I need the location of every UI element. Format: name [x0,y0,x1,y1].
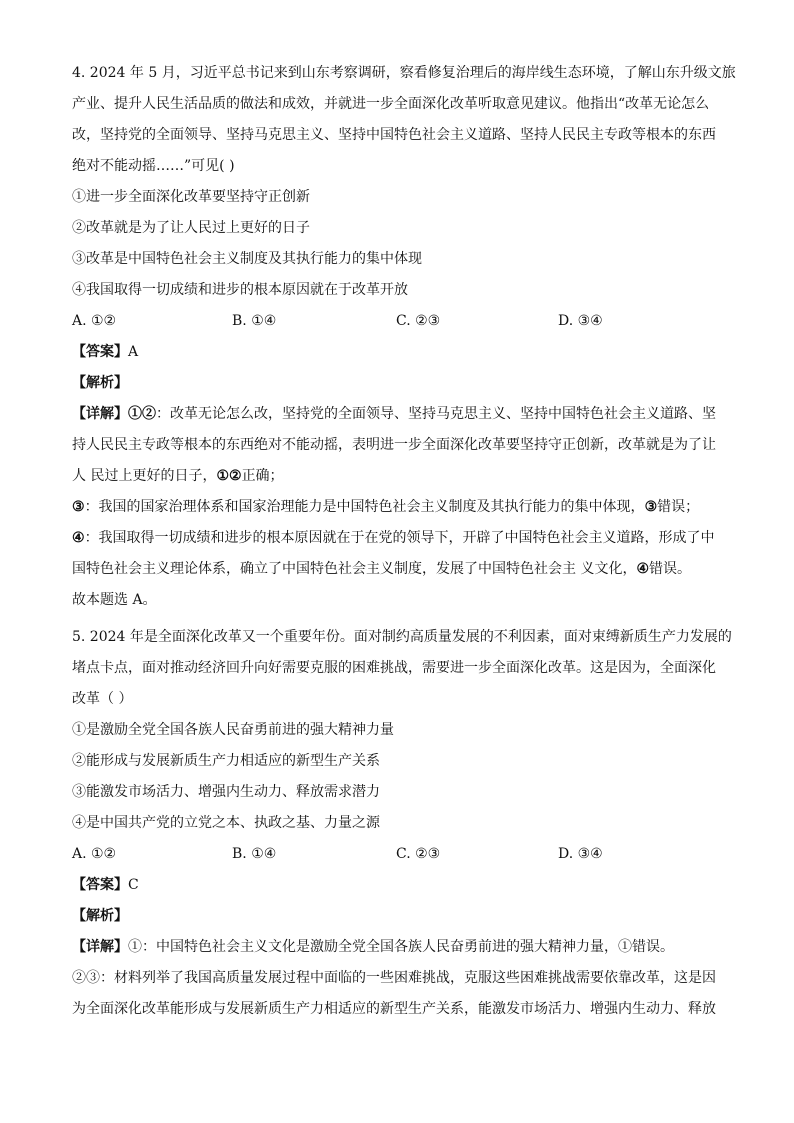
question-5-stem-line: 5. 2024 年是全面深化改革又一个重要年份。面对制约高质量发展的不利因素，面对束缚新质生产力发展的 [72,629,732,645]
detail-text: ：改革无论怎么改，坚持党的全面领导、坚持马克思主义、坚持中国特色社会主义道路、坚 [156,406,716,422]
question-5-stem-line: 堵点卡点，面对推动经济回升向好需要克服的困难挑战，需要进一步全面深化改革。这是因为，全面深化 [72,660,716,676]
detail-marker: ④ [636,561,650,577]
option-a: A. ①② [72,846,117,862]
statement-3: ③能激发市场活力、增强内生动力、释放需求潜力 [72,784,380,800]
option-b: B. ①④ [232,846,277,862]
detail-marker: ③ [72,499,85,515]
detail-marker: ①② [216,468,242,484]
statement-1: ①进一步全面深化改革要坚持守正创新 [72,189,310,205]
detail-text: ：我国取得一切成绩和进步的根本原因就在于在党的领导下，开辟了中国特色社会主义道路，形成了中 [84,530,715,546]
question-5-stem-line: 改革（ ） [72,691,133,707]
statement-3: ③改革是中国特色社会主义制度及其执行能力的集中体现 [72,251,422,267]
answer-line [72,870,732,901]
question-4 [72,58,736,616]
detail-line [72,492,732,523]
option-d: D. ③④ [558,846,603,862]
detail-line [72,554,732,585]
detail-text: 错误。 [649,561,692,577]
detail-line: 为全面深化改革能形成与发展新质生产力相适应的新型生产关系，能激发市场活力、增强内生动力、释放 [72,1001,716,1017]
detail-marker: ③ [644,499,658,515]
option-c: C. ②③ [396,846,441,862]
detail-text: 人 民过上更好的日子， [72,468,217,484]
detail-text: ①：中国特色社会主义文化是激励全党全国各族人民奋勇前进的强大精神力量，①错误。 [128,939,674,955]
statement-4: ④是中国共产党的立党之本、执政之基、力量之源 [72,815,380,831]
answer-label: 【答案】 [72,877,128,893]
question-4-stem-line: 绝对不能动摇……”可见( ) [72,158,235,174]
analysis-label: 【解析】 [72,908,128,924]
detail-line [72,932,732,963]
detail-line [72,399,732,430]
answer-line [72,337,732,368]
statement-1: ①是激励全党全国各族人民奋勇前进的强大精神力量 [72,722,394,738]
answer-options [72,306,732,337]
statement-2: ②能形成与发展新质生产力相适应的新型生产关系 [72,753,380,769]
statement-2: ②改革就是为了让人民过上更好的日子 [72,220,310,236]
detail-marker: ①② [128,406,156,422]
detail-label: 【详解】 [72,939,128,955]
answer-label: 【答案】 [72,344,128,360]
detail-text: ：我国的国家治理体系和国家治理能力是中国特色社会主义制度及其执行能力的集中体现， [84,499,645,515]
detail-line: 持人民民主专政等根本的东西绝对不能动摇，表明进一步全面深化改革要坚持守正创新，改革就是为了让 [72,437,716,453]
detail-text: 正确； [241,468,284,484]
detail-line [72,523,732,554]
detail-line [72,461,732,492]
detail-text: 国特色社会主义理论体系，确立了中国特色社会主义制度，发展了中国特色社会主 义文化， [72,561,637,577]
detail-label: 【详解】 [72,406,128,422]
answer-value: C [128,877,139,893]
question-4-stem-line: 改，坚持党的全面领导、坚持马克思主义、坚持中国特色社会主义道路、坚持人民民主专政等根本的东西 [72,127,716,143]
detail-line: ②③：材料列举了我国高质量发展过程中面临的一些困难挑战，克服这些困难挑战需要依靠改革，这是因 [72,970,716,986]
answer-options [72,839,732,870]
statement-4: ④我国取得一切成绩和进步的根本原因就在于改革开放 [72,282,408,298]
question-5 [72,622,732,1025]
analysis-label: 【解析】 [72,375,128,391]
answer-value: A [128,344,139,360]
question-4-stem-line: 产业、提升人民生活品质的做法和成效，并就进一步全面深化改革听取意见建议。他指出“改革无论怎么 [72,96,710,112]
option-a: A. ①② [72,313,117,329]
conclusion: 故本题选 A。 [72,592,157,608]
detail-marker: ④ [72,530,85,546]
option-d: D. ③④ [558,313,603,329]
option-b: B. ①④ [232,313,277,329]
question-4-stem-line: 4. 2024 年 5 月，习近平总书记来到山东考察调研，察看修复治理后的海岸线生态环境，了解山东升级文旅 [72,65,736,81]
detail-text: 错误； [657,499,700,515]
option-c: C. ②③ [396,313,441,329]
